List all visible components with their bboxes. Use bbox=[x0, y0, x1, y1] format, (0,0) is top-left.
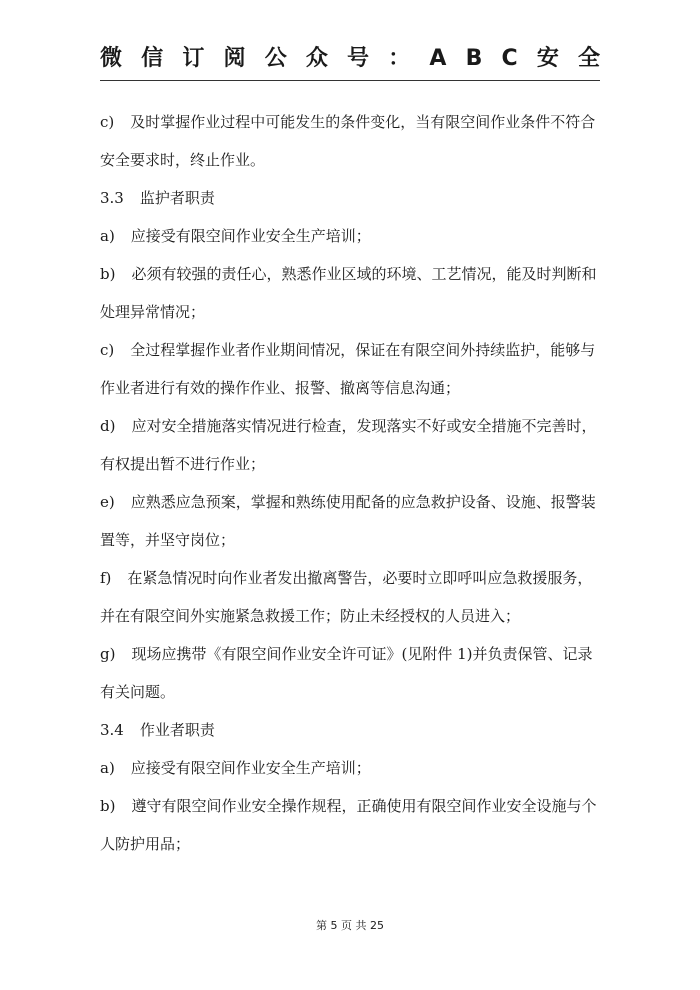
header-char: 信 bbox=[141, 46, 164, 71]
paragraph-text: 应对安全措施落实情况进行检查，发现落实不好或安全措施不完善时，有权提出暂不进行作业； bbox=[100, 417, 597, 473]
list-marker: c) bbox=[100, 341, 115, 359]
header-divider bbox=[100, 80, 600, 81]
paragraph-text: 现场应携带《有限空间作业安全许可证》(见附件 1)并负责保管、记录有关问题。 bbox=[100, 645, 593, 701]
section-title: 作业者职责 bbox=[139, 721, 215, 739]
header-char: B bbox=[465, 46, 483, 71]
paragraph bbox=[100, 217, 605, 255]
list-marker: b) bbox=[100, 797, 116, 815]
paragraph bbox=[100, 559, 605, 635]
paragraph bbox=[100, 331, 605, 407]
section-heading bbox=[100, 711, 605, 749]
paragraph-text: 应接受有限空间作业安全生产培训； bbox=[130, 759, 371, 777]
paragraph-text: 必须有较强的责任心，熟悉作业区域的环境、工艺情况，能及时判断和处理异常情况； bbox=[100, 265, 597, 321]
page-number: 第 5 页 共 25 bbox=[316, 919, 384, 932]
header-char: 订 bbox=[182, 46, 205, 71]
page-footer bbox=[0, 917, 700, 933]
paragraph bbox=[100, 407, 605, 483]
list-marker: c) bbox=[100, 113, 115, 131]
section-number: 3.4 bbox=[100, 721, 124, 739]
paragraph-text: 全过程掌握作业者作业期间情况，保证在有限空间外持续监护，能够与作业者进行有效的操作作业、报警、撤离等信息沟通； bbox=[100, 341, 596, 397]
header-title bbox=[100, 44, 600, 74]
paragraph-text: 应熟悉应急预案，掌握和熟练使用配备的应急救护设备、设施、报警装置等，并坚守岗位； bbox=[100, 493, 596, 549]
page-header bbox=[100, 44, 600, 84]
header-char: 号 bbox=[347, 46, 370, 71]
paragraph bbox=[100, 787, 605, 863]
paragraph bbox=[100, 103, 605, 179]
paragraph bbox=[100, 749, 605, 787]
header-char: 阅 bbox=[223, 46, 246, 71]
list-marker: g) bbox=[100, 645, 116, 663]
list-marker: a) bbox=[100, 227, 115, 245]
header-char: 安 bbox=[536, 46, 559, 71]
header-char: C bbox=[501, 46, 518, 71]
list-marker: b) bbox=[100, 265, 116, 283]
document-body bbox=[100, 103, 605, 863]
list-marker: e) bbox=[100, 493, 115, 511]
header-char: 众 bbox=[305, 46, 328, 71]
paragraph-text: 在紧急情况时向作业者发出撤离警告，必要时立即呼叫应急救援服务，并在有限空间外实施紧急救援工作；防止未经授权的人员进入； bbox=[100, 569, 593, 625]
section-heading bbox=[100, 179, 605, 217]
paragraph-text: 及时掌握作业过程中可能发生的条件变化，当有限空间作业条件不符合安全要求时，终止作业。 bbox=[100, 113, 596, 169]
header-char: ： bbox=[388, 46, 411, 71]
section-title: 监护者职责 bbox=[139, 189, 215, 207]
paragraph bbox=[100, 483, 605, 559]
paragraph bbox=[100, 635, 605, 711]
section-number: 3.3 bbox=[100, 189, 124, 207]
header-char: 全 bbox=[577, 46, 600, 71]
list-marker: d) bbox=[100, 417, 116, 435]
header-char: A bbox=[429, 46, 447, 71]
paragraph-text: 应接受有限空间作业安全生产培训； bbox=[130, 227, 371, 245]
header-char: 公 bbox=[264, 46, 287, 71]
paragraph-text: 遵守有限空间作业安全操作规程，正确使用有限空间作业安全设施与个人防护用品； bbox=[100, 797, 597, 853]
paragraph bbox=[100, 255, 605, 331]
list-marker: a) bbox=[100, 759, 115, 777]
list-marker: f) bbox=[100, 569, 112, 587]
header-char: 微 bbox=[100, 46, 123, 71]
